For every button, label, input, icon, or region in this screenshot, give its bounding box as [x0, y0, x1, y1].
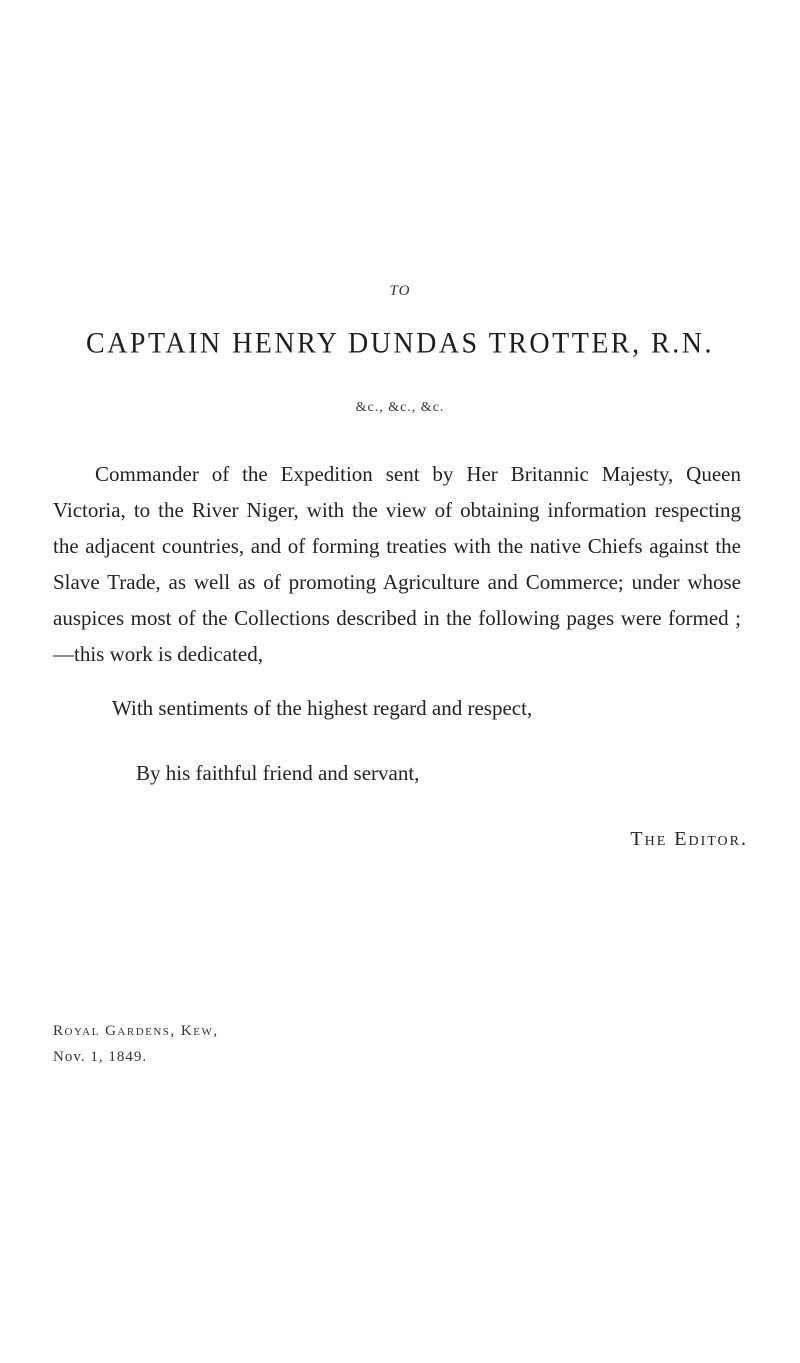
to-heading: TO	[389, 283, 411, 299]
closing-line: By his faithful friend and servant,	[136, 761, 420, 785]
date-line: Nov. 1, 1849.	[53, 1049, 148, 1065]
signature: The Editor.	[630, 828, 748, 850]
etc-line: &c., &c., &c.	[355, 400, 445, 415]
place-line: Royal Gardens, Kew,	[53, 1023, 219, 1039]
dedicatee-name: CAPTAIN HENRY DUNDAS TROTTER, R.N.	[85, 327, 714, 360]
sentiments-line: With sentiments of the highest regard and respect,	[112, 696, 533, 720]
dedication-paragraph: Commander of the Expedition sent by Her Britannic Majesty, Queen Victoria, to the River Niger, with the view of obtaining information respecting the adjacent countries, and of forming treaties with the native Chiefs against the Slave Trade, as well as of promoting Agriculture and Commerce; under whose auspices most of the Collections described in the following pages were formed ;—this work is dedicated,	[53, 462, 741, 666]
